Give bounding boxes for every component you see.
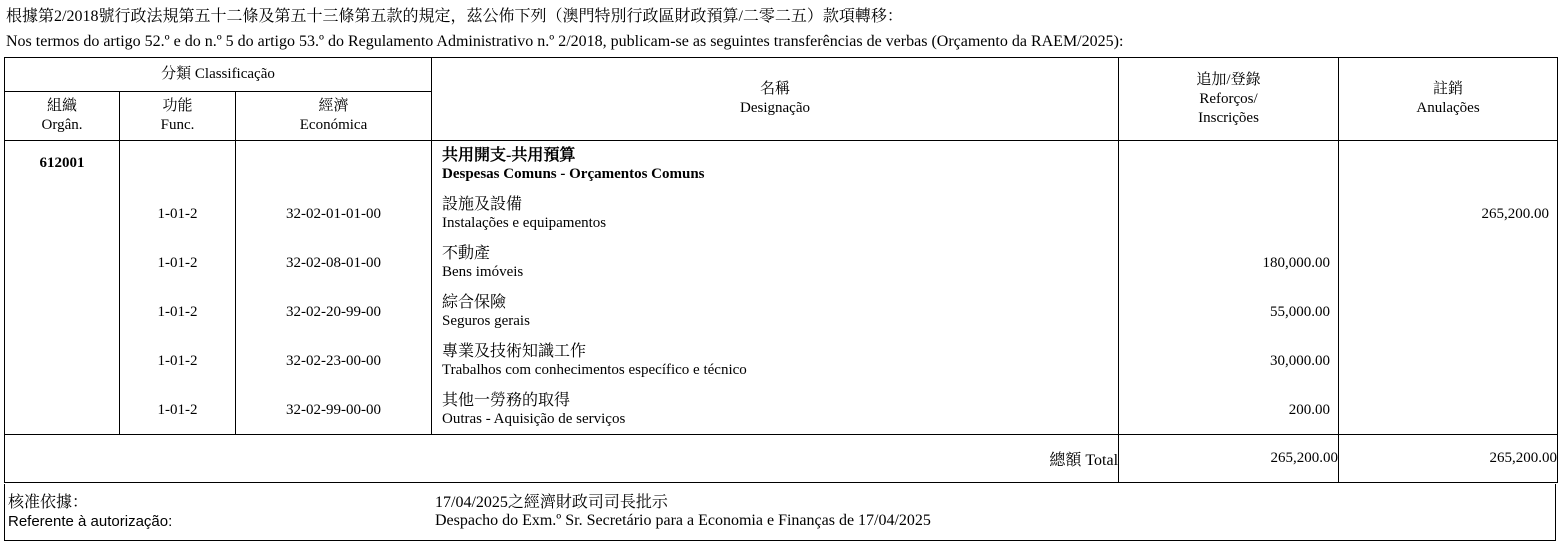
function-header <box>120 92 236 141</box>
item-name-pt: Outras - Aquisição de serviços <box>442 411 626 427</box>
cancellations-header-zh: 註銷 <box>1433 81 1464 97</box>
function-header-zh: 功能 <box>162 98 193 114</box>
designation-header-pt: Designação <box>740 100 810 116</box>
economic-header-pt: Económica <box>299 117 368 133</box>
cancellation-amount <box>1339 388 1557 432</box>
economic-header-zh: 經濟 <box>318 98 349 114</box>
organ-column <box>5 141 120 435</box>
economic-code: 32-02-08-01-00 <box>286 254 381 271</box>
economic-code: 32-02-20-99-00 <box>286 303 381 320</box>
reinforcement-amount: 180,000.00 <box>1262 254 1331 271</box>
cancellation-amount: 265,200.00 <box>1481 205 1550 222</box>
authorization-label-zh: 核准依據： <box>8 492 89 511</box>
total-label: 總額 Total <box>5 435 1119 483</box>
item-designation <box>442 293 1114 331</box>
cancellation-amount <box>1339 339 1557 383</box>
authorization-label-pt: Referente à autorização: <box>8 513 173 530</box>
item-designation <box>442 391 1114 429</box>
item-name-zh: 綜合保險 <box>442 294 507 311</box>
function-code: 1-01-2 <box>157 254 198 271</box>
reinforcement-amount: 30,000.00 <box>1270 352 1331 369</box>
intro-text-chinese: 根據第2/2018號行政法規第五十二條及第五十三條第五款的規定，茲公佈下列（澳門特別行政區財政預算/二零二五）款項轉移： <box>6 8 903 25</box>
item-name-pt: Instalações e equipamentos <box>442 215 607 231</box>
function-code: 1-01-2 <box>157 303 198 320</box>
intro-text-portuguese: Nos termos do artigo 52.º e do n.º 5 do artigo 53.º do Regulamento Administrativo n.º 2/2018, publicam-se as seguintes transferências de verbas (Orçamento da RAEM/2025): <box>6 33 1124 50</box>
classification-header: 分類 Classificação <box>5 58 432 92</box>
function-code: 1-01-2 <box>157 352 198 369</box>
item-name-zh: 設施及設備 <box>442 196 523 213</box>
reinforcement-amount: 55,000.00 <box>1270 303 1331 320</box>
authorization-value-pt: Despacho do Exm.º Sr. Secretário para a Economia e Finanças de 17/04/2025 <box>435 512 931 529</box>
reinforcement-amount: 200.00 <box>1288 401 1331 418</box>
item-name-zh: 專業及技術知識工作 <box>442 343 587 360</box>
reinforcements-header <box>1119 58 1339 141</box>
economic-column <box>236 141 432 435</box>
reinforcements-column <box>1119 141 1339 435</box>
cancellations-header <box>1339 58 1558 141</box>
organ-header <box>5 92 120 141</box>
function-code: 1-01-2 <box>157 205 198 222</box>
total-reinforcements: 265,200.00 <box>1119 435 1339 483</box>
designation-header <box>432 58 1119 141</box>
group-name-pt: Despesas Comuns - Orçamentos Comuns <box>442 166 705 182</box>
total-cancellations: 265,200.00 <box>1339 435 1558 483</box>
item-designation <box>442 244 1114 282</box>
organ-code: 612001 <box>39 155 85 171</box>
reinforcement-amount <box>1119 192 1338 236</box>
economic-code: 32-02-99-00-00 <box>286 401 381 418</box>
economic-code: 32-02-23-00-00 <box>286 352 381 369</box>
item-name-pt: Trabalhos com conhecimentos específico e técnico <box>442 362 747 378</box>
economic-header <box>236 92 432 141</box>
item-name-zh: 其他一勞務的取得 <box>442 392 571 409</box>
group-designation <box>442 146 1114 184</box>
item-name-zh: 不動產 <box>442 245 491 262</box>
organ-header-pt: Orgân. <box>41 117 83 133</box>
item-designation <box>442 342 1114 380</box>
cancellations-column <box>1339 141 1558 435</box>
function-header-pt: Func. <box>160 117 195 133</box>
authorization-value-zh: 17/04/2025之經濟財政司司長批示 <box>435 494 668 511</box>
economic-code: 32-02-01-01-00 <box>286 205 381 222</box>
item-name-pt: Seguros gerais <box>442 313 530 329</box>
item-designation <box>442 195 1114 233</box>
cancellations-header-pt: Anulações <box>1416 100 1480 116</box>
organ-header-zh: 組織 <box>46 98 77 114</box>
reinforcements-header-pt-line1: Reforços/ <box>1199 90 1258 107</box>
cancellation-amount <box>1339 290 1557 334</box>
designation-header-zh: 名稱 <box>760 81 791 97</box>
function-code: 1-01-2 <box>157 401 198 418</box>
item-name-pt: Bens imóveis <box>442 264 524 280</box>
cancellation-amount <box>1339 241 1557 285</box>
reinforcements-header-pt-line2: Inscrições <box>1198 109 1259 126</box>
function-column <box>120 141 236 435</box>
group-name-zh: 共用開支-共用預算 <box>442 147 576 164</box>
authorization-footer <box>4 484 1556 541</box>
designation-column <box>432 141 1119 435</box>
reinforcements-header-zh: 追加/登錄 <box>1196 71 1261 88</box>
transfer-table <box>4 57 1558 483</box>
